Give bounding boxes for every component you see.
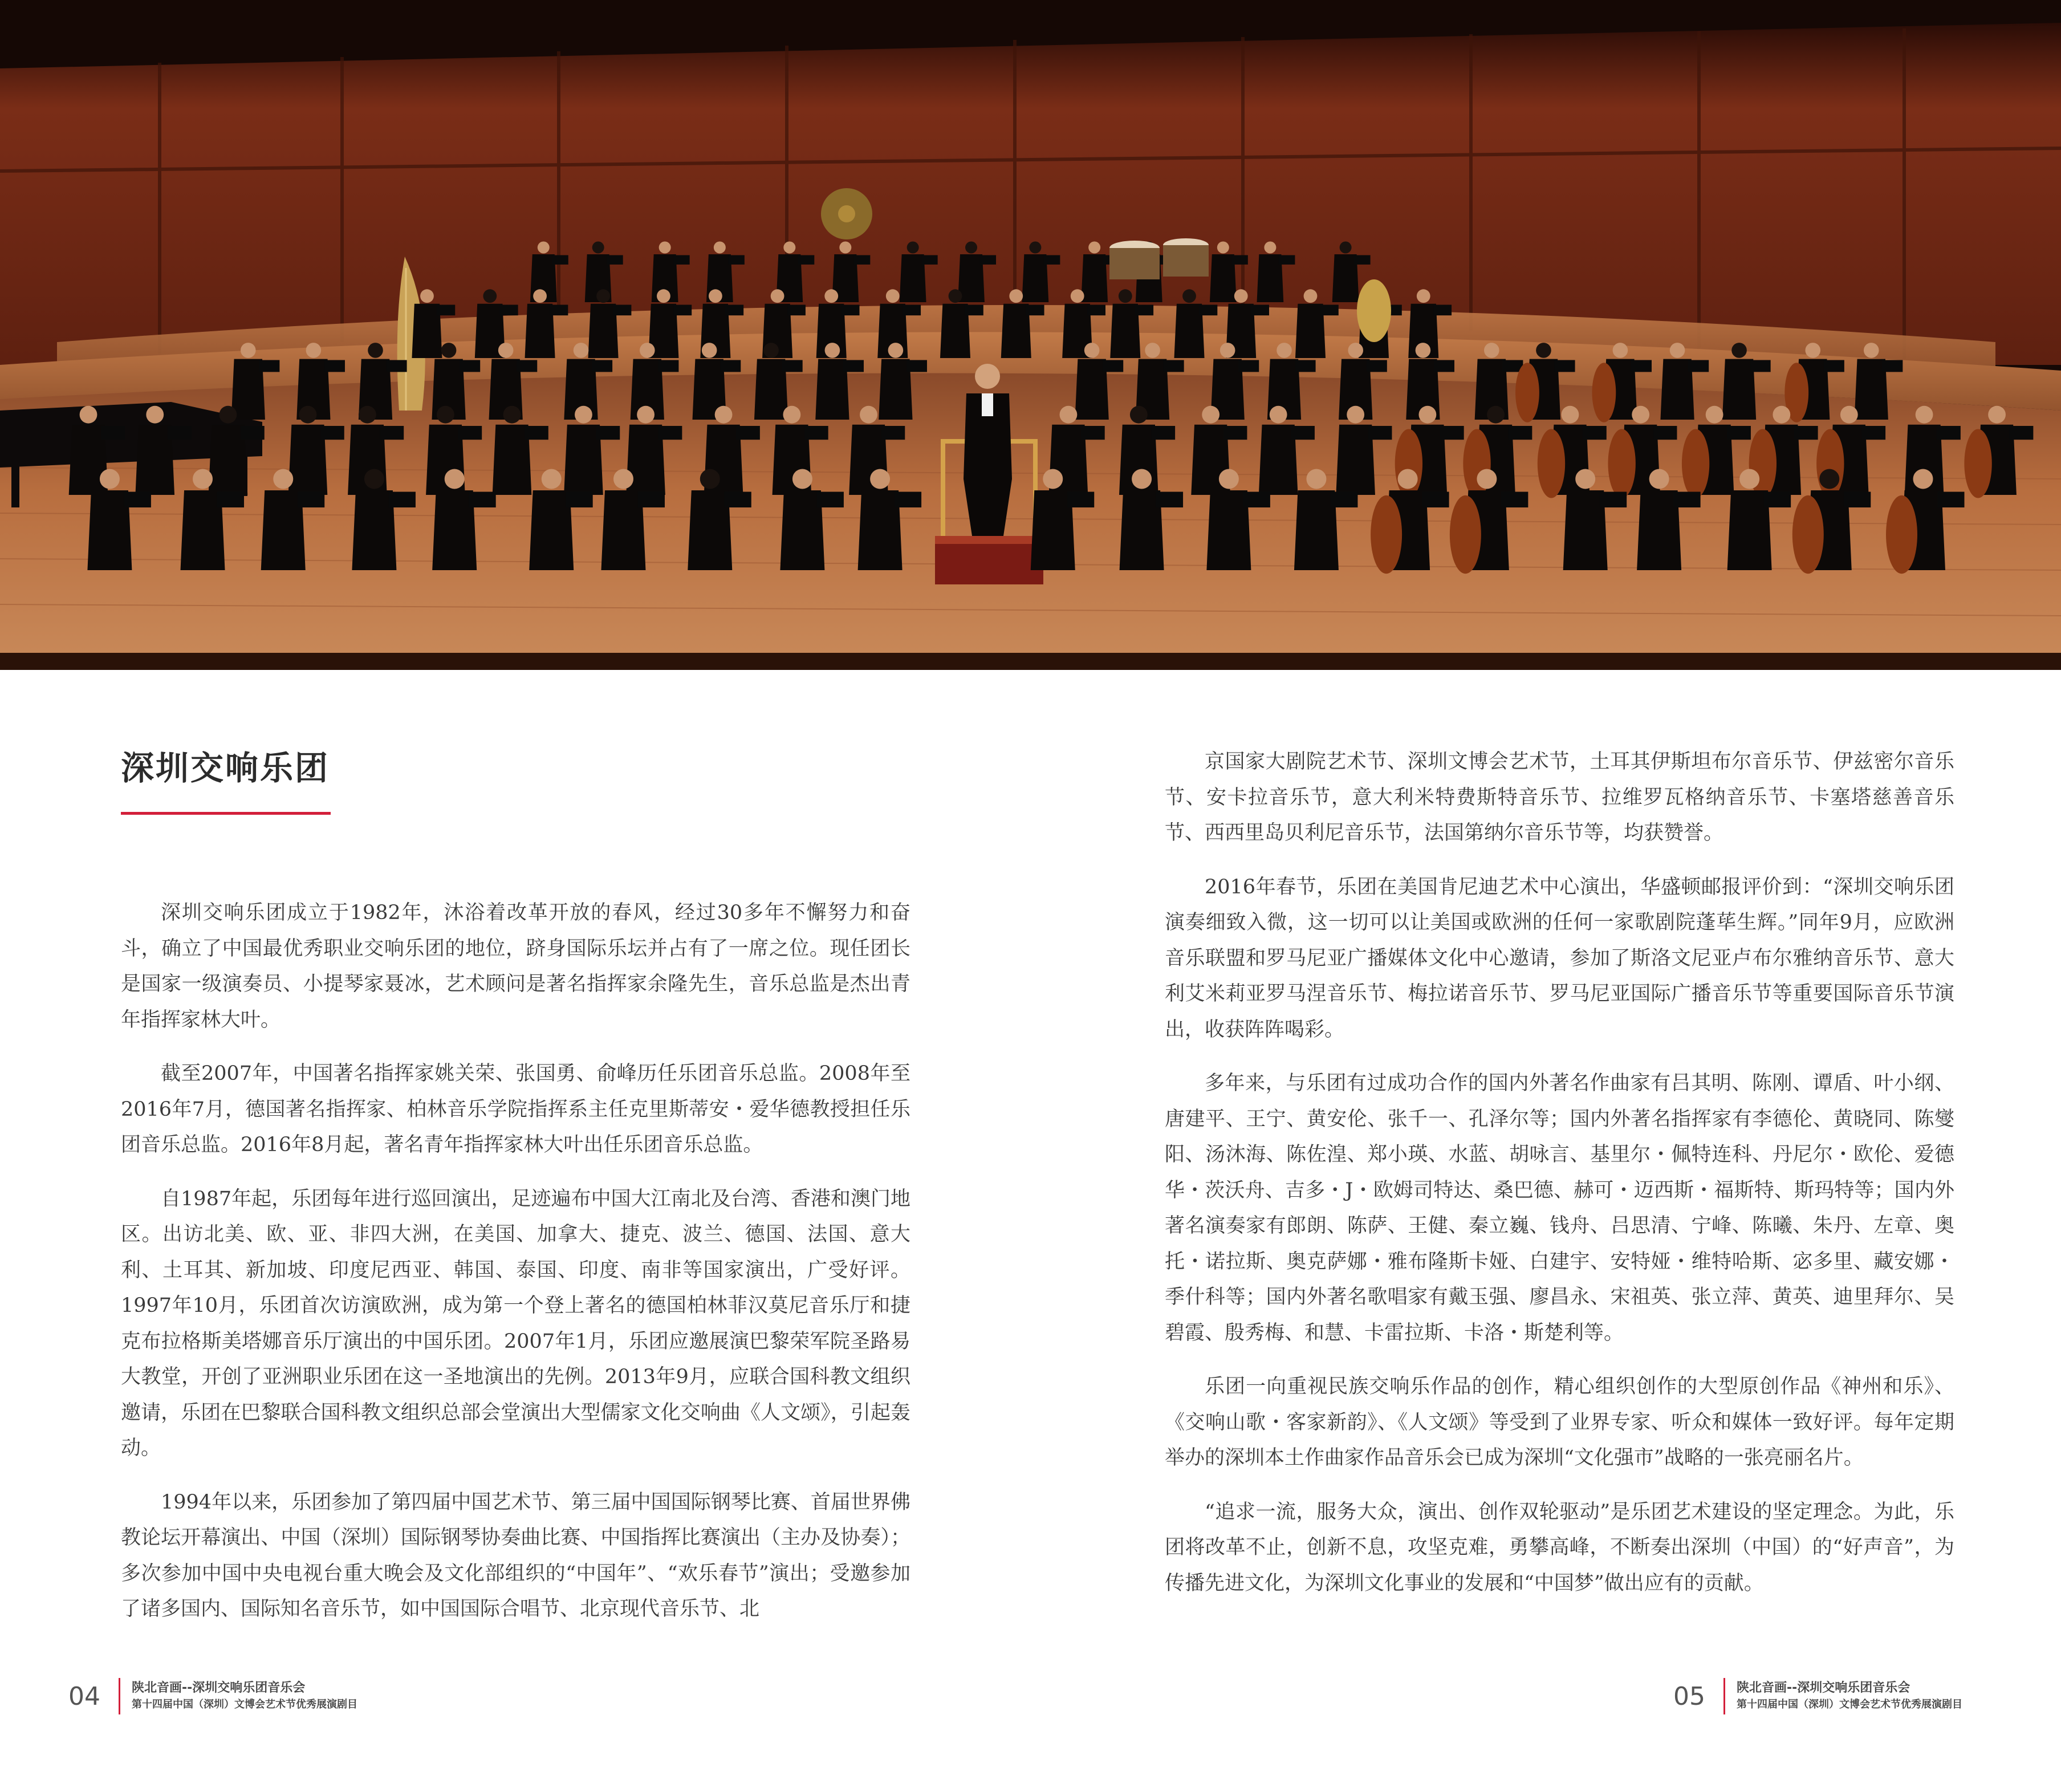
paragraph: 1994年以来，乐团参加了第四届中国艺术节、第三届中国国际钢琴比赛、首届世界佛教论坛开幕演出、中国（深圳）国际钢琴协奏曲比赛、中国指挥比赛演出（主办及协奏）；多次参加中国中央电视台重大晚会及文化部组织的“中国年”、“欢乐春节”演出；受邀参加了诸多国内、国际知名音乐节，如中国国际合唱节、北京现代音乐节、北 [121,1490,910,1620]
footer-caption [132,1680,357,1713]
footer-caption [1737,1680,1962,1713]
tuba [1357,279,1391,342]
left-column [121,895,910,1645]
footer-right [1673,1676,1962,1716]
footer-divider [119,1678,120,1714]
right-column [1165,744,1954,1619]
page-number: 05 [1673,1681,1705,1711]
article-title: 深圳交响乐团 [121,749,330,787]
paragraph: 自1987年起，乐团每年进行巡回演出，足迹遍布中国大江南北及台湾、香港和澳门地区。出访北美、欧、亚、非四大洲，在美国、加拿大、捷克、波兰、德国、法国、意大利、土耳其、新加坡、印度尼西亚、韩国、泰国、印度、南非等国家演出，广受好评。1997年10月，乐团首次访演欧洲，成为第一个登上著名的德国柏林菲汉莫尼音乐厅和捷克布拉格斯美塔娜音乐厅演出的中国乐团。2007年1月，乐团应邀展演巴黎荣军院圣路易大教堂，开创了亚洲职业乐团在这一圣地演出的先例。2013年9月，应联合国科教文组织邀请，乐团在巴黎联合国科教文组织总部会堂演出大型儒家文化交响曲《人文颂》，引起轰动。 [121,1187,910,1460]
title-underline [121,812,331,815]
paragraph: 2016年春节，乐团在美国肯尼迪艺术中心演出，华盛顿邮报评价到：“深圳交响乐团演奏细致入微，这一切可以让美国或欧洲的任何一家歌剧院蓬荜生辉。”同年9月，应欧洲音乐联盟和罗马尼亚广播媒体文化中心邀请，参加了斯洛文尼亚卢布尔雅纳音乐节、意大利艾米莉亚罗马涅音乐节、梅拉诺音乐节、罗马尼亚国际广播音乐节等重要国际音乐节演出，收获阵阵喝彩。 [1165,875,1954,1041]
footer-left [68,1676,357,1716]
paragraph: 截至2007年，中国著名指挥家姚关荣、张国勇、俞峰历任乐团音乐总监。2008年至2016年7月，德国著名指挥家、柏林音乐学院指挥系主任克里斯蒂安・爱华德教授担任乐团音乐总监。2016年8月起，著名青年指挥家林大叶出任乐团音乐总监。 [121,1062,910,1156]
footer-caption-line2: 第十四届中国（深圳）文博会艺术节优秀展演剧目 [1737,1698,1962,1710]
stage-illustration [0,0,2061,670]
footer-caption-line1: 陕北音画--深圳交响乐团音乐会 [1737,1681,1910,1695]
paragraph-continued: 京国家大剧院艺术节、深圳文博会艺术节，土耳其伊斯坦布尔音乐节、伊兹密尔音乐节、安卡拉音乐节，意大利米特费斯特音乐节、拉维罗瓦格纳音乐节、卡塞塔慈善音乐节、西西里岛贝利尼音乐节，法国第纳尔音乐节等，均获赞誉。 [1165,750,1954,844]
footer-caption-line1: 陕北音画--深圳交响乐团音乐会 [132,1681,306,1695]
paragraph: “追求一流，服务大众，演出、创作双轮驱动”是乐团艺术建设的坚定理念。为此，乐团将改革不止，创新不息，攻坚克难，勇攀高峰，不断奏出深圳（中国）的“好声音”，为传播先进文化，为深圳文化事业的发展和“中国梦”做出应有的贡献。 [1165,1500,1954,1595]
page-number: 04 [68,1681,100,1711]
orchestra-photo [0,0,2061,670]
paragraph: 深圳交响乐团成立于1982年，沐浴着改革开放的春风，经过30多年不懈努力和奋斗，确立了中国最优秀职业交响乐团的地位，跻身国际乐坛并占有了一席之位。现任团长是国家一级演奏员、小提琴家聂冰，艺术顾问是著名指挥家余隆先生，音乐总监是杰出青年指挥家林大叶。 [121,901,910,1031]
footer-divider [1723,1678,1725,1714]
paragraph: 乐团一向重视民族交响乐作品的创作，精心组织创作的大型原创作品《神州和乐》、《交响山歌・客家新韵》、《人文颂》等受到了业界专家、听众和媒体一致好评。每年定期举办的深圳本土作曲家作品音乐会已成为深圳“文化强市”战略的一张亮丽名片。 [1165,1375,1954,1469]
footer-caption-line2: 第十四届中国（深圳）文博会艺术节优秀展演剧目 [132,1698,357,1710]
paragraph: 多年来，与乐团有过成功合作的国内外著名作曲家有吕其明、陈刚、谭盾、叶小纲、唐建平、王宁、黄安伦、张千一、孔泽尔等；国内外著名指挥家有李德伦、黄晓同、陈燮阳、汤沐海、陈佐湟、郑小瑛、水蓝、胡咏言、基里尔・佩特连科、丹尼尔・欧伦、爱德华・茨沃舟、吉多・J・欧姆司特达、桑巴德、赫可・迈西斯・福斯特、斯玛特等；国内外著名演奏家有郎朗、陈萨、王健、秦立巍、钱舟、吕思清、宁峰、陈曦、朱丹、左章、奥托・诺拉斯、奥克萨娜・雅布隆斯卡娅、白建宇、安特娅・维特哈斯、宓多里、藏安娜・季什科等；国内外著名歌唱家有戴玉强、廖昌永、宋祖英、张立萍、黄英、迪里拜尔、吴碧霞、殷秀梅、和慧、卡雷拉斯、卡洛・斯楚利等。 [1165,1072,1954,1344]
gong [821,188,872,239]
